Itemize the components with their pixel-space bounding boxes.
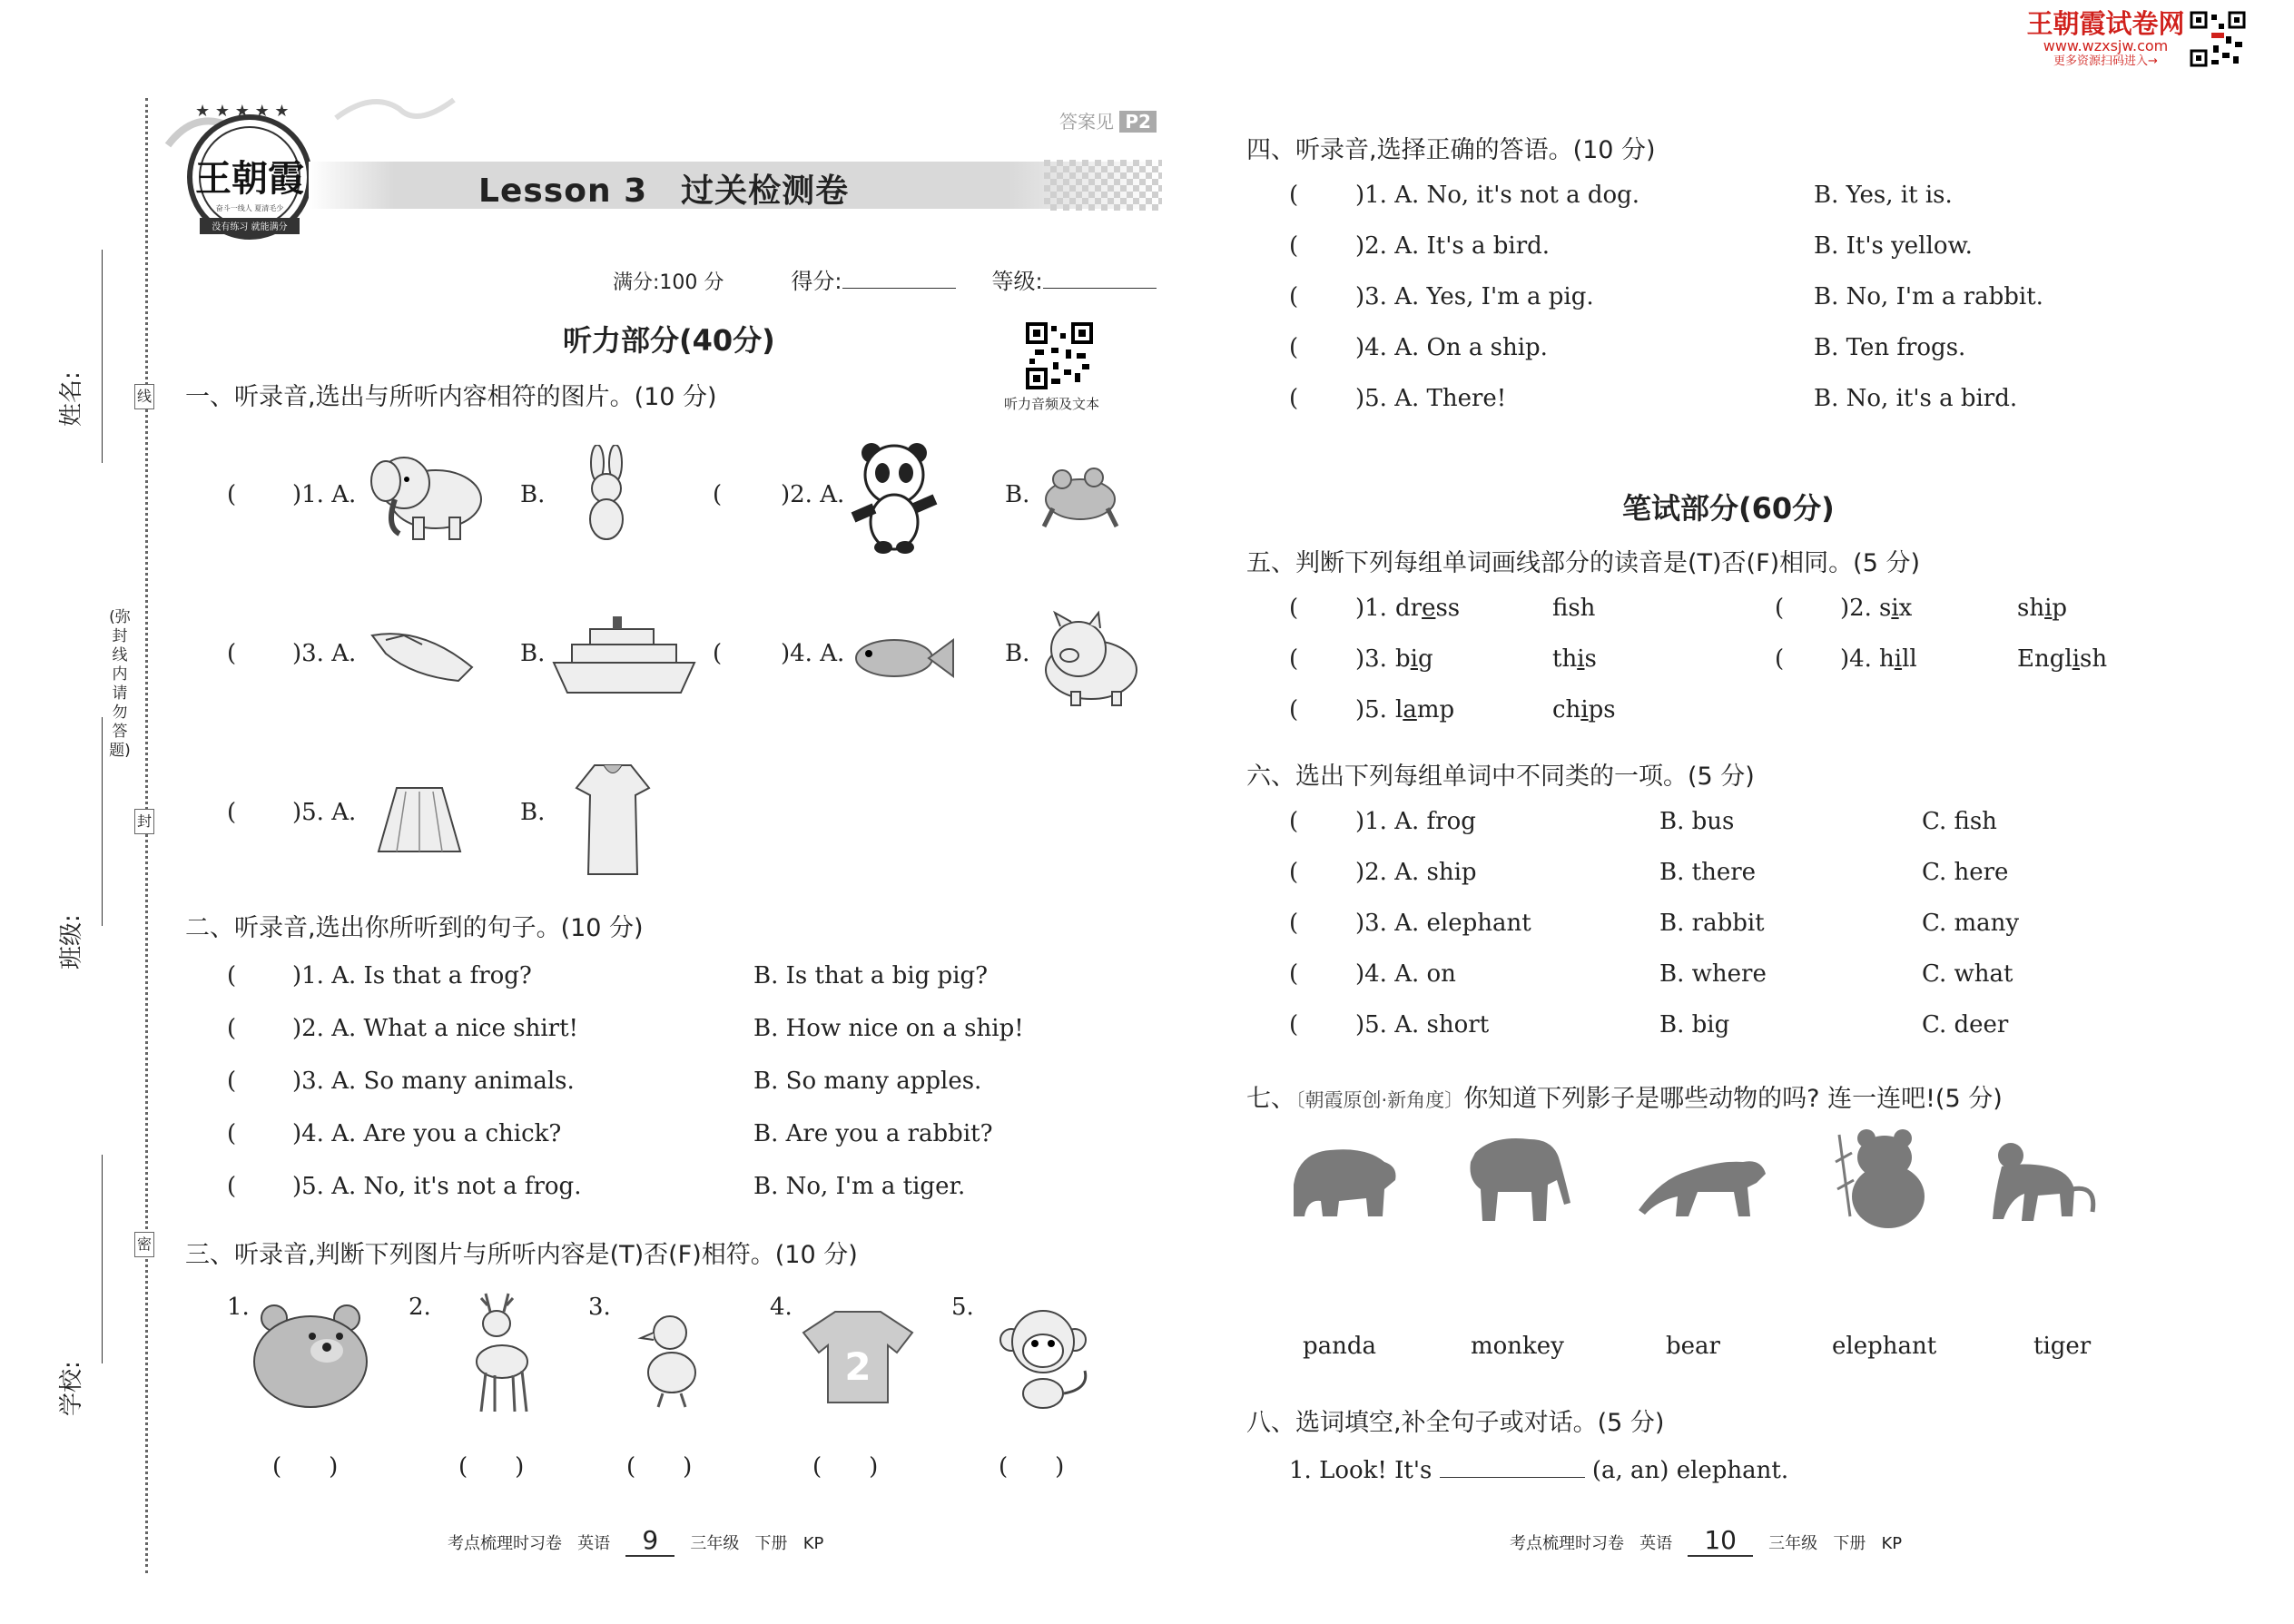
s1-label-2a: )2. A. — [781, 481, 845, 508]
s3-num-3: 3. — [588, 1294, 611, 1321]
answer-ref-page: P2 — [1119, 111, 1157, 133]
s5-word-3a: big — [1395, 645, 1433, 673]
section1-title: 一、听录音,选出与所听内容相符的图片。(10 分) — [185, 383, 717, 411]
logo-text: 王朝霞 — [195, 157, 304, 200]
s6-bracket-5[interactable]: ( — [1289, 1011, 1299, 1038]
s2-option-4a: )4. A. Are you a chick? — [292, 1120, 562, 1147]
section6-title: 六、选出下列每组单词中不同类的一项。(5 分) — [1246, 763, 1755, 791]
s1-bracket-5[interactable]: ( — [227, 799, 237, 826]
s8-q1-post: (a, an) elephant. — [1591, 1457, 1789, 1484]
qr-code-audio[interactable] — [1026, 322, 1093, 389]
s1-label-5b: B. — [520, 799, 546, 826]
s4-bracket-2[interactable]: ( — [1289, 232, 1299, 260]
s6-bracket-3[interactable]: ( — [1289, 910, 1299, 937]
s4-bracket-1[interactable]: ( — [1289, 182, 1299, 209]
deer-picture — [458, 1289, 540, 1416]
s2-option-3b: B. So many apples. — [753, 1068, 982, 1095]
s5-bracket-1[interactable]: ( — [1289, 595, 1299, 622]
s3-num-2: 2. — [409, 1294, 431, 1321]
s6-option-4a: )4. A. on — [1355, 960, 1456, 988]
footer-right-subject: 英语 — [1639, 1534, 1673, 1553]
bear-shadow[interactable] — [1285, 1139, 1403, 1221]
footer-right-term: 下册 — [1833, 1534, 1866, 1553]
logo-subtitle: 奋斗一线人 夏清毛少 — [215, 204, 284, 212]
s4-bracket-3[interactable]: ( — [1289, 283, 1299, 310]
pig-picture — [1035, 608, 1144, 708]
fish-picture — [849, 626, 958, 690]
s6-bracket-1[interactable]: ( — [1289, 808, 1299, 835]
s5-num-3: )3. — [1355, 645, 1387, 673]
s6-option-4b: B. where — [1659, 960, 1767, 988]
footer-right-ver: KP — [1881, 1534, 1903, 1553]
section7-title — [1246, 1078, 2003, 1114]
footer-left-subject: 英语 — [577, 1534, 611, 1553]
s4-bracket-4[interactable]: ( — [1289, 334, 1299, 361]
school-label: 学校: — [58, 1361, 85, 1416]
brand-block[interactable] — [2026, 9, 2185, 69]
s5-bracket-4[interactable]: ( — [1775, 645, 1785, 673]
s8-q1-pre: 1. Look! It's — [1289, 1457, 1433, 1484]
frog-picture — [1035, 454, 1126, 536]
s6-option-1a: )1. A. frog — [1355, 808, 1476, 835]
s2-option-1a: )1. A. Is that a frog? — [292, 962, 532, 989]
s3-num-5: 5. — [951, 1294, 974, 1321]
qr-caption: 听力音频及文本 — [1004, 396, 1100, 412]
class-field-line[interactable] — [102, 717, 103, 926]
grade-label: 等级: — [991, 269, 1043, 294]
s3-answer-5[interactable]: ( ) — [999, 1453, 1065, 1481]
duck-picture — [635, 1307, 708, 1412]
class-label: 班级: — [58, 914, 85, 969]
score-field[interactable] — [842, 288, 956, 289]
s7-word-panda[interactable]: panda — [1303, 1333, 1377, 1360]
s1-bracket-2[interactable]: ( — [713, 481, 723, 508]
s1-label-4b: B. — [1005, 640, 1030, 667]
logo-ribbon: 没有练习 就能满分 — [212, 222, 288, 232]
s4-option-1b: B. Yes, it is. — [1814, 182, 1953, 209]
footer-left — [448, 1525, 823, 1557]
s6-option-1b: B. bus — [1659, 808, 1735, 835]
s5-word-1b: fsh — [1552, 595, 1596, 622]
s5-word-5b: chips — [1552, 696, 1616, 723]
s1-bracket-3[interactable]: ( — [227, 640, 237, 667]
s6-bracket-2[interactable]: ( — [1289, 859, 1299, 886]
svg-text:★ ★ ★ ★ ★: ★ ★ ★ ★ ★ — [195, 102, 290, 121]
s2-option-3a: )3. A. So many animals. — [292, 1068, 575, 1095]
s3-num-4: 4. — [770, 1294, 793, 1321]
s2-option-2b: B. How nice on a ship! — [753, 1015, 1024, 1042]
brand-name: 王朝霞试卷网 — [2026, 8, 2185, 39]
s2-bracket-2[interactable]: ( — [227, 1015, 237, 1042]
s6-option-5b: B. big — [1659, 1011, 1730, 1038]
shirt-number: 2 — [844, 1344, 871, 1389]
grade-field[interactable] — [1043, 288, 1157, 289]
s7-title-post: 你知道下列影子是哪些动物的吗? 连一连吧!(5 分) — [1463, 1085, 2003, 1113]
section4-title: 四、听录音,选择正确的答语。(10 分) — [1246, 136, 1656, 164]
score-label: 得分: — [791, 269, 842, 294]
bear-picture — [247, 1298, 374, 1412]
s1-label-3a: )3. A. — [292, 640, 357, 667]
s5-num-1: )1. — [1355, 595, 1387, 622]
panda-picture — [849, 440, 940, 554]
s5-bracket-3[interactable]: ( — [1289, 645, 1299, 673]
s1-bracket-4[interactable]: ( — [713, 640, 723, 667]
checker-pattern — [1044, 160, 1162, 211]
s4-option-5a: )5. A. There! — [1355, 385, 1507, 412]
s8-question-1 — [1289, 1457, 1788, 1484]
s5-word-5a: lamp — [1395, 696, 1455, 723]
answer-ref-label: 答案见 — [1059, 111, 1114, 133]
monkey-shadow[interactable] — [1984, 1139, 2102, 1225]
s4-option-4a: )4. A. On a ship. — [1355, 334, 1548, 361]
qr-code-brand[interactable] — [2190, 11, 2246, 67]
s5-word-1a: dress — [1395, 595, 1461, 622]
s3-answer-2[interactable]: ( ) — [458, 1453, 525, 1481]
s6-option-5a: )5. A. short — [1355, 1011, 1490, 1038]
binding-dotted-line — [145, 98, 148, 1573]
name-label: 姓名: — [58, 371, 85, 427]
s6-option-3b: B. rabbit — [1659, 910, 1765, 937]
s8-q1-blank[interactable] — [1440, 1477, 1585, 1478]
footer-left-ver: KP — [802, 1534, 824, 1553]
s5-bracket-2[interactable]: ( — [1775, 595, 1785, 622]
full-score: 满分:100 分 — [613, 271, 724, 294]
boat-picture — [368, 617, 477, 690]
s2-option-1b: B. Is that a big pig? — [753, 962, 989, 989]
ship-picture — [549, 613, 699, 699]
s5-word-2a: six — [1879, 595, 1913, 622]
s4-option-1a: )1. A. No, it's not a dog. — [1355, 182, 1640, 209]
s6-option-5c: C. deer — [1922, 1011, 2009, 1038]
s5-num-5: )5. — [1355, 696, 1387, 723]
s6-option-2b: B. there — [1659, 859, 1757, 886]
s2-bracket-3[interactable]: ( — [227, 1068, 237, 1095]
s4-option-4b: B. Ten frogs. — [1814, 334, 1966, 361]
rabbit-picture — [572, 445, 645, 545]
s2-bracket-4[interactable]: ( — [227, 1120, 237, 1147]
s4-option-2b: B. It's yellow. — [1814, 232, 1973, 260]
s7-word-monkey[interactable]: monkey — [1471, 1333, 1564, 1360]
s1-label-3b: B. — [520, 640, 546, 667]
s2-option-4b: B. Are you a rabbit? — [753, 1120, 993, 1147]
section3-title: 三、听录音,判断下列图片与所听内容是(T)否(F)相符。(10 分) — [185, 1241, 858, 1269]
s1-label-2b: B. — [1005, 481, 1030, 508]
s1-bracket-1[interactable]: ( — [227, 481, 237, 508]
brand-slogan: 更多资源扫码进入→ — [2053, 54, 2158, 68]
s5-word-4a: hill — [1879, 645, 1917, 673]
footer-right-grade: 三年级 — [1768, 1534, 1818, 1553]
s6-option-4c: C. what — [1922, 960, 2013, 988]
s4-option-3b: B. No, I'm a rabbit. — [1814, 283, 2043, 310]
s7-word-tiger[interactable]: tiger — [2033, 1333, 2092, 1360]
footer-right-book: 考点梳理时习卷 — [1510, 1534, 1624, 1553]
footer-left-page: 9 — [625, 1525, 674, 1557]
s4-bracket-5[interactable]: ( — [1289, 385, 1299, 412]
s5-word-2b: ship — [2017, 595, 2068, 622]
answer-ref — [1059, 107, 1157, 133]
s3-answer-3[interactable]: ( ) — [626, 1453, 693, 1481]
footer-left-book: 考点梳理时习卷 — [448, 1534, 562, 1553]
elephant-picture — [363, 445, 490, 545]
s7-word-elephant[interactable]: elephant — [1832, 1333, 1937, 1360]
s2-bracket-1[interactable]: ( — [227, 962, 237, 989]
s4-option-3a: )3. A. Yes, I'm a pig. — [1355, 283, 1594, 310]
writing-title: 笔试部分(60分) — [1622, 491, 1835, 526]
binding-note: (弥封线内请勿答题) — [109, 608, 131, 760]
s6-option-3c: C. many — [1922, 910, 2020, 937]
s5-num-4: )4. — [1840, 645, 1872, 673]
footer-right — [1510, 1525, 1902, 1557]
s6-option-2a: )2. A. ship — [1355, 859, 1477, 886]
s3-num-1: 1. — [227, 1294, 250, 1321]
s4-option-5b: B. No, it's a bird. — [1814, 385, 2018, 412]
elephant-shadow[interactable] — [1457, 1130, 1580, 1225]
s1-label-5a: )5. A. — [292, 799, 357, 826]
s2-bracket-5[interactable]: ( — [227, 1173, 237, 1200]
section8-title: 八、选词填空,补全句子或对话。(5 分) — [1246, 1409, 1665, 1437]
name-field-line[interactable] — [102, 250, 103, 463]
s1-label-4a: )4. A. — [781, 640, 845, 667]
s6-option-3a: )3. A. elephant — [1355, 910, 1531, 937]
school-field-line[interactable] — [102, 1155, 103, 1363]
s4-option-2a: )2. A. It's a bird. — [1355, 232, 1551, 260]
s2-option-2a: )2. A. What a nice shirt! — [292, 1015, 578, 1042]
s5-bracket-5[interactable]: ( — [1289, 696, 1299, 723]
s3-answer-4[interactable]: ( ) — [812, 1453, 879, 1481]
tiger-shadow[interactable] — [1634, 1142, 1770, 1219]
binding-mark-2: 封 — [134, 809, 154, 834]
s2-option-5a: )5. A. No, it's not a frog. — [292, 1173, 582, 1200]
section5-title: 五、判断下列每组单词画线部分的读音是(T)否(F)相同。(5 分) — [1246, 549, 1920, 577]
ribbon-decoration — [327, 91, 463, 145]
s5-word-3b: this — [1552, 645, 1597, 673]
panda-shadow[interactable] — [1832, 1126, 1932, 1230]
s6-option-1c: C. fish — [1922, 808, 1997, 835]
listening-title: 听力部分(40分) — [563, 323, 775, 358]
s1-label-1a: )1. A. — [292, 481, 357, 508]
footer-left-grade: 三年级 — [690, 1534, 740, 1553]
section2-title: 二、听录音,选出你所听到的句子。(10 分) — [185, 914, 644, 942]
s6-bracket-4[interactable]: ( — [1289, 960, 1299, 988]
s1-label-1b: B. — [520, 481, 546, 508]
binding-mark-1: 线 — [134, 384, 154, 409]
s7-title-pre: 七、 — [1246, 1085, 1295, 1113]
tshirt-picture — [799, 1307, 917, 1407]
brand-url: www.wzxsjw.com — [2043, 37, 2169, 54]
footer-right-page: 10 — [1688, 1525, 1753, 1557]
footer-left-term: 下册 — [754, 1534, 788, 1553]
s5-word-4b: English — [2017, 645, 2108, 673]
s7-tag: 〔朝霞原创·新角度〕 — [1295, 1089, 1464, 1111]
binding-mark-3: 密 — [134, 1232, 154, 1257]
s5-num-2: )2. — [1840, 595, 1872, 622]
monkey-picture — [999, 1307, 1098, 1412]
s6-option-2c: C. here — [1922, 859, 2009, 886]
s7-word-bear[interactable]: bear — [1666, 1333, 1720, 1360]
skirt-picture — [374, 781, 465, 858]
s3-answer-1[interactable]: ( ) — [272, 1453, 339, 1481]
score-line — [613, 263, 1157, 295]
dress-picture — [572, 761, 654, 879]
page-title: Lesson 3 过关检测卷 — [478, 172, 850, 210]
s2-option-5b: B. No, I'm a tiger. — [753, 1173, 966, 1200]
